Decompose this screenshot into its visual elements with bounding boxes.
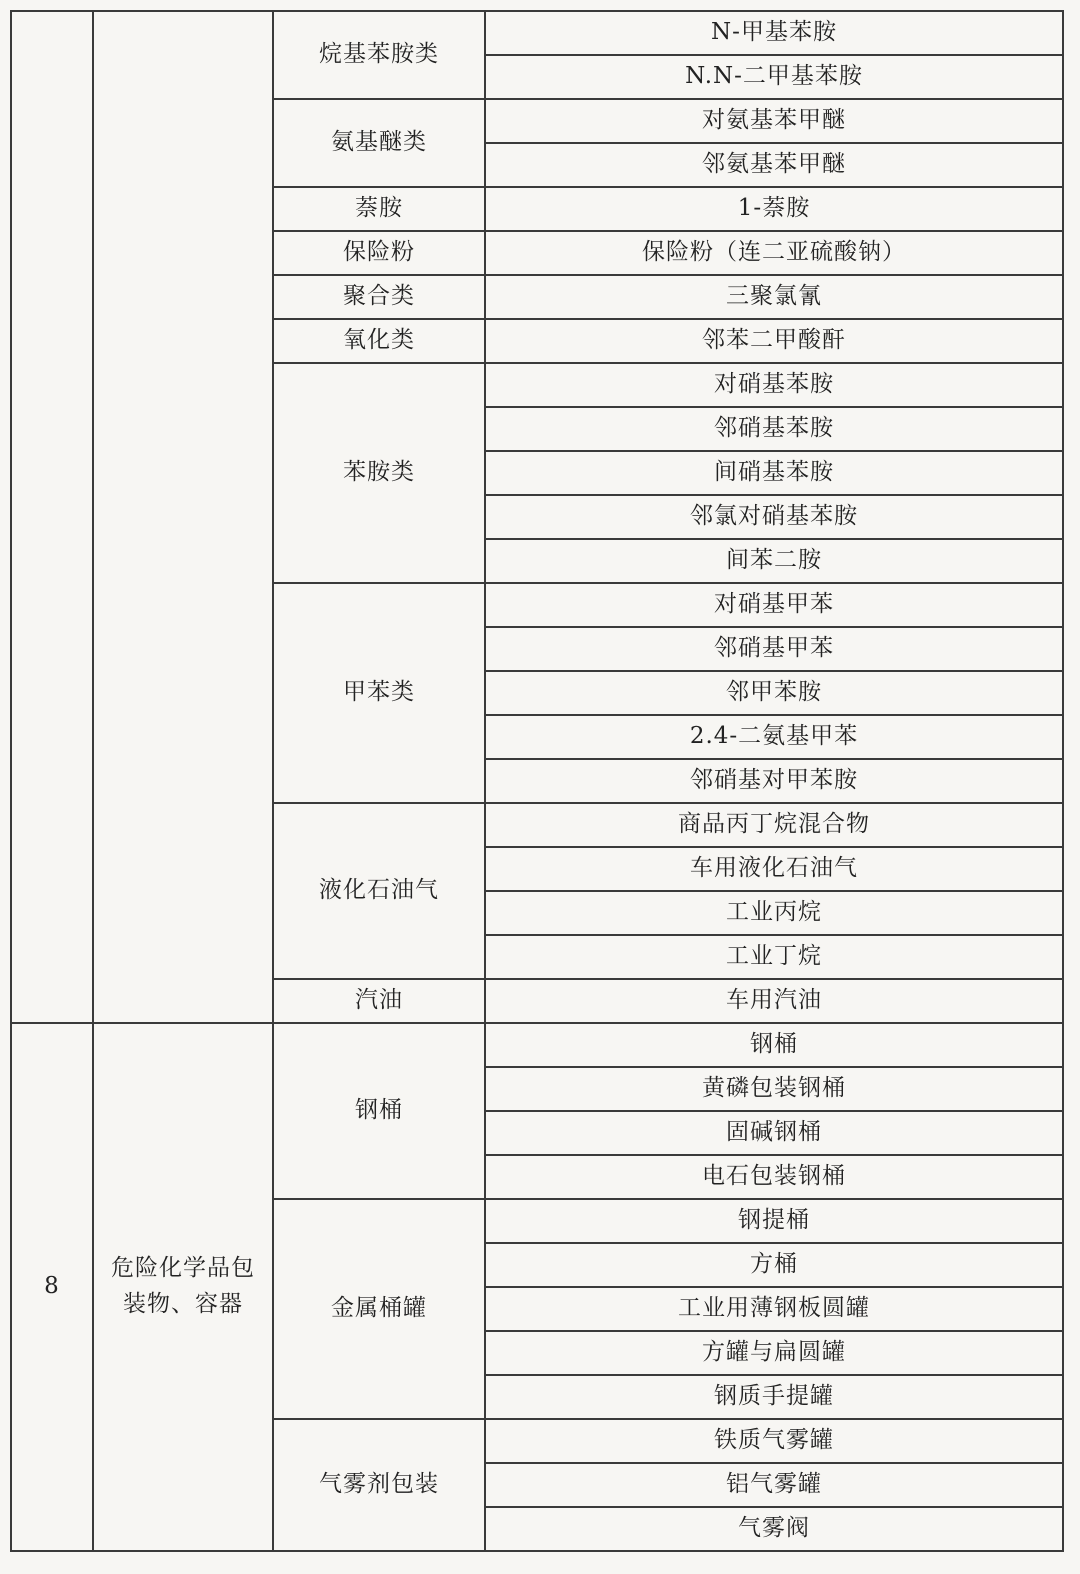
item-cell: 钢质手提罐 xyxy=(485,1375,1063,1419)
item-cell: 工业丙烷 xyxy=(485,891,1063,935)
item-cell: 邻氨基苯甲醚 xyxy=(485,143,1063,187)
category-cell: 保险粉 xyxy=(273,231,485,275)
category-cell: 钢桶 xyxy=(273,1023,485,1199)
group-number-cell xyxy=(11,11,93,1023)
group-name-cell xyxy=(93,11,273,1023)
table-row xyxy=(11,11,1063,55)
group-name-cell: 危险化学品包装物、容器 xyxy=(93,1023,273,1551)
item-cell: 电石包装钢桶 xyxy=(485,1155,1063,1199)
item-cell: 1-萘胺 xyxy=(485,187,1063,231)
category-cell: 萘胺 xyxy=(273,187,485,231)
item-cell: 铝气雾罐 xyxy=(485,1463,1063,1507)
category-cell: 聚合类 xyxy=(273,275,485,319)
item-cell: 对硝基甲苯 xyxy=(485,583,1063,627)
item-cell: 间硝基苯胺 xyxy=(485,451,1063,495)
item-cell: 保险粉（连二亚硫酸钠） xyxy=(485,231,1063,275)
category-cell: 氧化类 xyxy=(273,319,485,363)
item-cell: 邻氯对硝基苯胺 xyxy=(485,495,1063,539)
item-cell: 商品丙丁烷混合物 xyxy=(485,803,1063,847)
category-cell: 甲苯类 xyxy=(273,583,485,803)
item-cell: 2.4-二氨基甲苯 xyxy=(485,715,1063,759)
category-cell: 苯胺类 xyxy=(273,363,485,583)
item-cell: 对氨基苯甲醚 xyxy=(485,99,1063,143)
item-cell: N.N-二甲基苯胺 xyxy=(485,55,1063,99)
item-cell: N-甲基苯胺 xyxy=(485,11,1063,55)
item-cell: 钢提桶 xyxy=(485,1199,1063,1243)
item-cell: 气雾阀 xyxy=(485,1507,1063,1551)
group-number-cell: 8 xyxy=(11,1023,93,1551)
item-cell: 工业用薄钢板圆罐 xyxy=(485,1287,1063,1331)
item-cell: 固碱钢桶 xyxy=(485,1111,1063,1155)
category-cell: 液化石油气 xyxy=(273,803,485,979)
item-cell: 车用液化石油气 xyxy=(485,847,1063,891)
item-cell: 铁质气雾罐 xyxy=(485,1419,1063,1463)
item-cell: 车用汽油 xyxy=(485,979,1063,1023)
category-cell: 气雾剂包装 xyxy=(273,1419,485,1551)
item-cell: 黄磷包装钢桶 xyxy=(485,1067,1063,1111)
item-cell: 方罐与扁圆罐 xyxy=(485,1331,1063,1375)
item-cell: 邻苯二甲酸酐 xyxy=(485,319,1063,363)
category-cell: 烷基苯胺类 xyxy=(273,11,485,99)
item-cell: 钢桶 xyxy=(485,1023,1063,1067)
item-cell: 间苯二胺 xyxy=(485,539,1063,583)
item-cell: 三聚氯氰 xyxy=(485,275,1063,319)
item-cell: 邻甲苯胺 xyxy=(485,671,1063,715)
item-cell: 邻硝基苯胺 xyxy=(485,407,1063,451)
hazardous-chemicals-table xyxy=(10,10,1064,1552)
category-cell: 氨基醚类 xyxy=(273,99,485,187)
item-cell: 邻硝基甲苯 xyxy=(485,627,1063,671)
item-cell: 邻硝基对甲苯胺 xyxy=(485,759,1063,803)
item-cell: 方桶 xyxy=(485,1243,1063,1287)
category-cell: 金属桶罐 xyxy=(273,1199,485,1419)
category-cell: 汽油 xyxy=(273,979,485,1023)
table-row xyxy=(11,1023,1063,1067)
item-cell: 工业丁烷 xyxy=(485,935,1063,979)
item-cell: 对硝基苯胺 xyxy=(485,363,1063,407)
